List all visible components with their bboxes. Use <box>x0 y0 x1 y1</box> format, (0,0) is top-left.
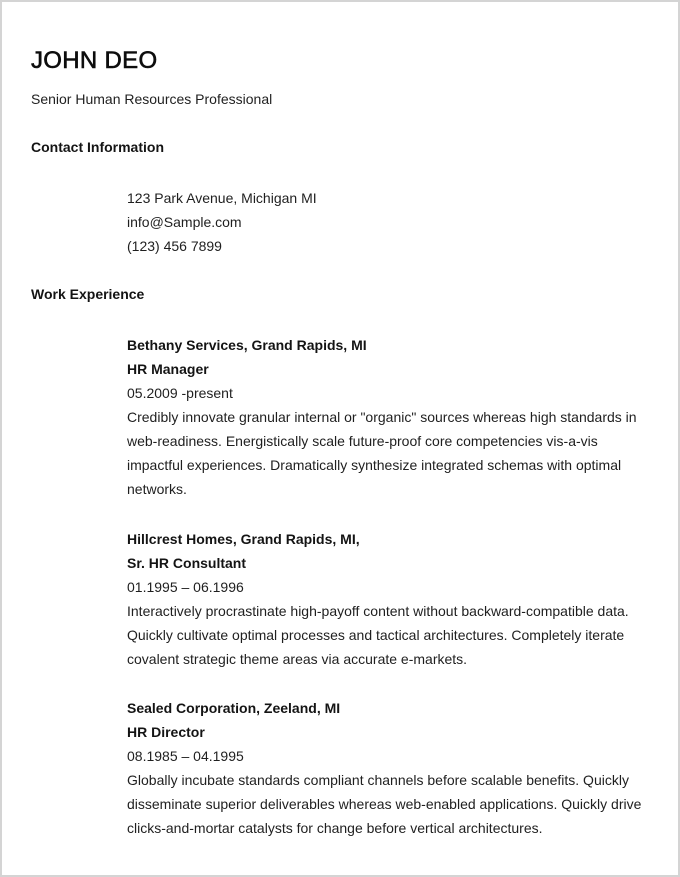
job-dates: 05.2009 -present <box>127 385 233 401</box>
job-dates: 01.1995 – 06.1996 <box>127 579 244 595</box>
experience-section-heading: Work Experience <box>31 286 145 302</box>
job-description-line: Interactively procrastinate high-payoff content without backward-compatible data. <box>127 603 629 619</box>
candidate-name: JOHN DEO <box>31 47 158 74</box>
contact-section-heading: Contact Information <box>31 139 164 155</box>
contact-address: 123 Park Avenue, Michigan MI <box>127 190 317 206</box>
candidate-title: Senior Human Resources Professional <box>31 91 273 107</box>
job-company: Sealed Corporation, Zeeland, MI <box>127 700 341 716</box>
job-role: HR Director <box>127 724 205 740</box>
job-company: Hillcrest Homes, Grand Rapids, MI, <box>127 531 360 547</box>
job-entry <box>127 333 667 501</box>
job-description-line: Globally incubate standards compliant channels before scalable benefits. Quickly <box>127 772 629 788</box>
job-dates: 08.1985 – 04.1995 <box>127 748 244 764</box>
job-role: Sr. HR Consultant <box>127 555 247 571</box>
job-entry <box>127 696 667 840</box>
contact-email: info@Sample.com <box>127 214 242 230</box>
job-description-line: clicks-and-mortar catalysts for change before vertical architectures. <box>127 820 543 836</box>
job-description-line: Quickly cultivate optimal processes and tactical architectures. Completely iterate <box>127 627 625 643</box>
job-role: HR Manager <box>127 361 209 377</box>
job-description-line: impactful experiences. Dramatically synthesize integrated schemas with optimal <box>127 457 622 473</box>
contact-phone: (123) 456 7899 <box>127 238 222 254</box>
job-description-line: Credibly innovate granular internal or "organic" sources whereas high standards in <box>127 409 637 425</box>
job-description-line: covalent strategic theme areas via accurate e-markets. <box>127 651 468 667</box>
job-description-line: disseminate superior deliverables whereas web-enabled applications. Quickly drive <box>127 796 642 812</box>
job-entry <box>127 527 667 671</box>
job-description-line: web-readiness. Energistically scale future-proof core competencies vis-a-vis <box>127 433 598 449</box>
job-company: Bethany Services, Grand Rapids, MI <box>127 337 367 353</box>
job-description-line: networks. <box>127 481 187 497</box>
contact-block <box>127 186 667 258</box>
